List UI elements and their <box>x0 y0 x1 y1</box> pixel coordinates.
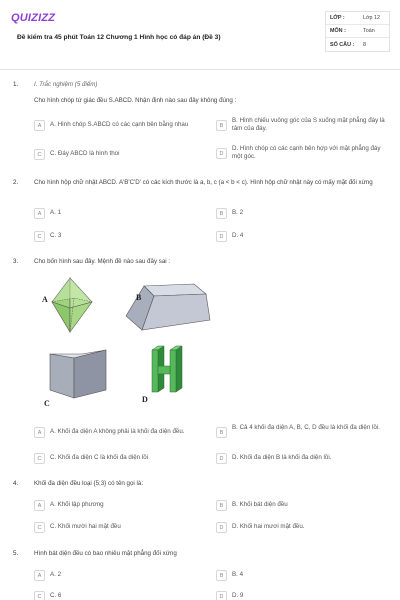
option-b[interactable] <box>216 117 388 133</box>
question-number: 3. <box>13 258 19 265</box>
option-c[interactable] <box>34 454 214 464</box>
option-a[interactable] <box>34 209 214 219</box>
option-text: A. 2 <box>50 571 62 578</box>
option-text: B. Cả 4 khối đa diện A, B, C, D đều là khối đa diện lồi. <box>232 424 380 431</box>
option-text: A. 1 <box>50 209 62 216</box>
figure-d <box>142 346 182 404</box>
section-heading: I. Trắc nghiệm (5 điểm) <box>34 81 98 88</box>
option-letter: B <box>216 500 227 511</box>
figure-label: C <box>44 399 50 408</box>
option-c[interactable] <box>34 232 214 242</box>
info-key: MÔN : <box>330 28 346 34</box>
option-text: D. Khối hai mươi mặt đều. <box>232 523 305 530</box>
question-number: 2. <box>13 179 19 186</box>
option-letter: A <box>34 570 45 581</box>
option-text: C. Khối đa diện C là khối đa diện lồi <box>50 454 149 461</box>
quizizz-logo: QUIZIZZ <box>11 12 56 24</box>
option-text: D. 4 <box>232 232 244 239</box>
info-value: Lớp 12 <box>363 15 381 21</box>
question-text: Cho bốn hình sau đây. Mệnh đề nào sau đây sai : <box>34 258 171 265</box>
option-letter: C <box>34 591 45 600</box>
info-row-count <box>326 38 389 51</box>
info-value: 8 <box>363 41 366 48</box>
question-number: 5. <box>13 550 19 557</box>
option-text: C. Khối mười hai mặt đều <box>50 523 121 530</box>
option-letter: B <box>216 208 227 219</box>
option-text: C. Đáy ABCD là hình thoi <box>50 150 120 157</box>
option-letter: D <box>216 231 227 242</box>
option-letter: A <box>34 500 45 511</box>
info-key: SỐ CÂU : <box>330 41 355 48</box>
question-text: Cho hình chóp tứ giác đều S.ABCD. Nhận định nào sau đây không đúng : <box>34 97 237 104</box>
option-b[interactable] <box>216 571 388 581</box>
page-title: Đề kiểm tra 45 phút Toán 12 Chương 1 Hình học có đáp án (Đề 3) <box>17 34 221 41</box>
option-letter: B <box>216 570 227 581</box>
option-letter: D <box>216 522 227 533</box>
option-c[interactable] <box>34 592 214 600</box>
info-box <box>325 11 390 52</box>
question-text: Hình bát diện đều có bao nhiêu mặt phẳng đối xứng <box>34 550 177 557</box>
question-text: Cho hình hộp chữ nhật ABCD. A'B'C'D' có các kích thước là a, b, c (a < b < c). Hình hộp chữ nhật này có mấy mặt đối xứng <box>34 179 373 186</box>
polyhedra-figures <box>34 272 254 420</box>
header-divider <box>0 69 400 70</box>
option-a[interactable] <box>34 428 214 438</box>
question-text: Khối đa diện đều loại {5;3} có tên gọi là: <box>34 480 144 487</box>
figure-b <box>126 284 210 330</box>
option-text: D. 9 <box>232 592 244 599</box>
option-letter: B <box>216 427 227 438</box>
option-c[interactable] <box>34 523 214 533</box>
option-letter: D <box>216 148 227 159</box>
option-d[interactable] <box>216 145 388 161</box>
option-a[interactable] <box>34 501 214 511</box>
figure-label: D <box>142 395 148 404</box>
option-letter: A <box>34 208 45 219</box>
option-c[interactable] <box>34 150 214 160</box>
option-text: A. Hình chóp S.ABCD có các cạnh bên bằng nhau <box>50 121 189 128</box>
option-text: D. Hình chóp có các cạnh bên hợp với mặt phẳng đáy một góc. <box>232 145 381 160</box>
figure-c <box>44 350 106 408</box>
question-number: 1. <box>13 81 19 88</box>
option-d[interactable] <box>216 592 388 600</box>
option-text: B. Khối bát diện đều <box>232 501 288 508</box>
figure-label: B <box>136 293 142 302</box>
option-letter: C <box>34 522 45 533</box>
option-b[interactable] <box>216 209 388 219</box>
figure-label: A <box>42 295 48 304</box>
option-text: C. 6 <box>50 592 62 599</box>
option-text: B. 2 <box>232 209 244 216</box>
option-b[interactable] <box>216 501 388 511</box>
option-text: A. Khối đa diện A không phải là khối đa diện đều. <box>50 428 185 435</box>
option-a[interactable] <box>34 121 214 131</box>
info-row-class <box>326 12 389 25</box>
info-row-subject <box>326 25 389 38</box>
option-letter: B <box>216 120 227 131</box>
question-number: 4. <box>13 480 19 487</box>
option-letter: C <box>34 453 45 464</box>
option-text: B. 4 <box>232 571 244 578</box>
option-letter: A <box>34 427 45 438</box>
option-text: B. Hình chiếu vuông góc của S xuống mặt phẳng đáy là tâm của đáy. <box>232 117 385 132</box>
option-letter: A <box>34 120 45 131</box>
option-a[interactable] <box>34 571 214 581</box>
option-letter: D <box>216 591 227 600</box>
option-letter: C <box>34 231 45 242</box>
option-text: C. 3 <box>50 232 62 239</box>
option-d[interactable] <box>216 523 388 533</box>
option-letter: C <box>34 149 45 160</box>
option-letter: D <box>216 453 227 464</box>
option-text: A. Khối lập phương <box>50 501 104 508</box>
option-text: D. Khối đa diện B là khối đa diện lồi. <box>232 454 332 461</box>
info-value: Toán <box>363 28 375 34</box>
option-b[interactable] <box>216 424 388 438</box>
option-d[interactable] <box>216 232 388 242</box>
figure-a <box>42 278 92 332</box>
option-d[interactable] <box>216 454 388 464</box>
info-key: LỚP : <box>330 15 345 21</box>
